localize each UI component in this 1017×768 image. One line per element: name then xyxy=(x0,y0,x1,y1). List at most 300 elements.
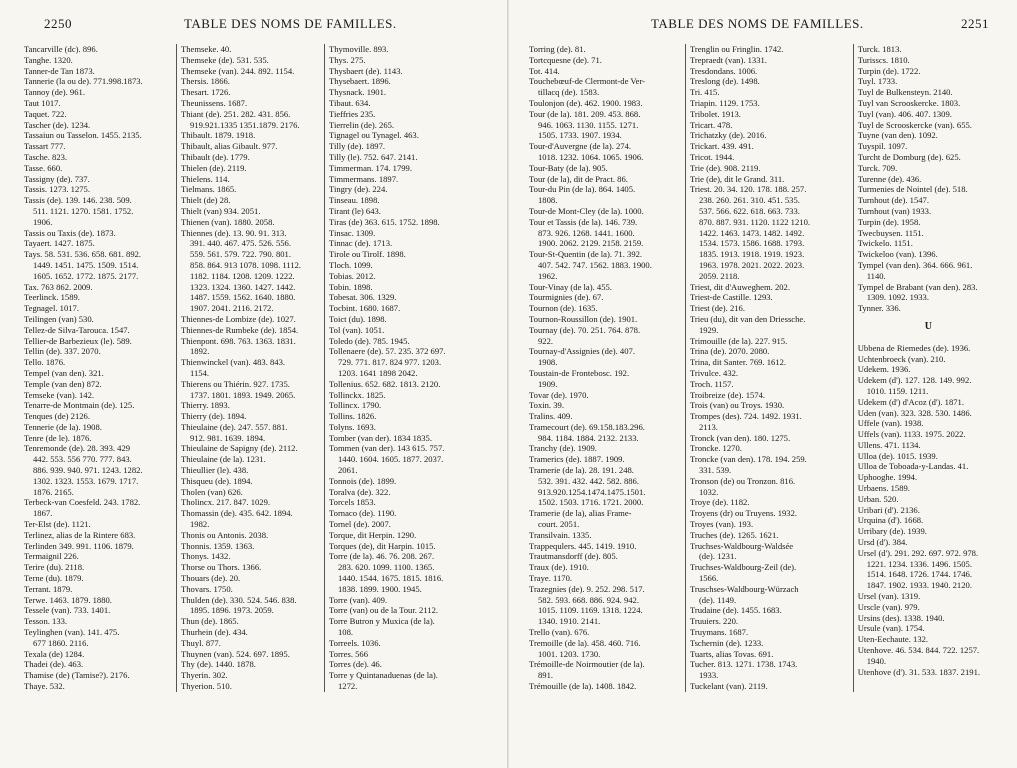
index-entry: Tobesat. 306. 1329. xyxy=(329,292,397,303)
index-entry: Tomber (van der). 1834 1835. xyxy=(329,432,432,443)
index-entry-continuation: 1933. xyxy=(698,670,719,681)
index-entry: Ursule (van). 1754. xyxy=(857,623,925,634)
index-entry: Tenremonde (de). 28. 393. 429 xyxy=(24,443,131,454)
index-entry: Terne (du). 1879. xyxy=(24,573,84,584)
index-entry: Twickeloo (van). 1396. xyxy=(857,249,938,260)
index-entry: Thibault. 1879. 1918. xyxy=(181,130,256,141)
index-entry-continuation: 1182. 1184. 1208. 1209. 1222. xyxy=(190,270,295,281)
index-entry-continuation: 1605. 1652. 1772. 1875. 2177. xyxy=(33,270,139,281)
index-entry: Thersis. 1866. xyxy=(181,76,230,87)
index-entry-continuation: 2113. xyxy=(698,421,718,432)
index-entry: Tassis ou Taxis (de). 1873. xyxy=(24,227,116,238)
index-entry-continuation: 886. 939. 940. 971. 1243. 1282. xyxy=(33,465,143,476)
index-entry: Tornaco (de). 1190. xyxy=(329,508,397,519)
index-entry: Trina (de). 2070. 2080. xyxy=(689,346,770,357)
index-entry: Turpin (de). 1958. xyxy=(857,216,921,227)
index-entry: Tays. 58. 531. 536. 658. 681. 892. xyxy=(24,249,142,260)
index-entry-continuation: 283. 620. 1099. 1100. 1365. xyxy=(338,562,435,573)
index-entry: Trepraedt (van). 1331. xyxy=(689,54,767,65)
right-column-2 xyxy=(685,44,853,692)
index-entry: Torreels. 1036. xyxy=(329,637,381,648)
index-entry: Tascher (de). 1234. xyxy=(24,119,91,130)
index-entry: Tuyspil. 1097. xyxy=(857,141,908,152)
index-entry: Tilly (de). 1897. xyxy=(329,141,386,152)
index-entry: Tanner-de Tan 1873. xyxy=(24,65,95,76)
index-entry: Thulden (de). 330. 524. 546. 838. xyxy=(181,594,297,605)
index-entry: Tornel (de). 2007. xyxy=(329,519,391,530)
index-entry-continuation: 1514. 1648. 1726. 1744. 1746. xyxy=(866,569,972,580)
index-entry: Tronson (de) ou Tronzon. 816. xyxy=(689,475,796,486)
right-page-title: TABLE DES NOMS DE FAMILLES. xyxy=(651,16,864,31)
index-entry-continuation: 1962. xyxy=(538,270,558,281)
index-entry: Themseke (de). 531. 535. xyxy=(181,54,269,65)
index-entry: Thielt (van) 934. 2051. xyxy=(181,205,261,216)
index-entry: Tuyl. 1733. xyxy=(857,76,898,87)
index-entry-continuation: 582. 593. 668. 886. 924. 942. xyxy=(538,594,639,605)
index-entry: Tuyl de Bulkensteyn. 2140. xyxy=(857,87,953,98)
index-entry: Tancarville (dc). 896. xyxy=(24,44,98,54)
index-entry-continuation: 1309. 1092. 1933. xyxy=(866,292,929,303)
index-entry: Thierry. 1893. xyxy=(181,400,230,411)
left-column-1 xyxy=(24,44,176,692)
index-entry-continuation: (de). 1231. xyxy=(698,551,737,562)
index-entry: Tramerics (de). 1887. 1909. xyxy=(529,454,625,465)
index-entry: Trimouille (de la). 227. 915. xyxy=(689,335,788,346)
index-entry: Troyes (van). 193. xyxy=(689,519,754,530)
index-entry: Terlinez, alias de la Rintere 683. xyxy=(24,529,136,540)
index-entry: Thieullier (le). 438. xyxy=(181,465,249,476)
index-entry: Tommen (van der). 143 615. 757. xyxy=(329,443,445,454)
index-entry-continuation: 922. xyxy=(538,335,554,346)
index-entry: Tralins. 409. xyxy=(529,411,573,422)
index-entry: Tassis. 1273. 1275. xyxy=(24,184,91,195)
index-entry: Thielen (de). 2119. xyxy=(181,162,247,173)
index-entry: Temseke (van). 142. xyxy=(24,389,95,400)
index-entry: Tramerie (de la). 28. 191. 248. xyxy=(529,465,634,476)
index-entry: Thuynen (van). 524. 697. 1895. xyxy=(181,648,290,659)
index-entry: Ursel (d'). 291. 292. 697. 972. 978. xyxy=(857,547,979,558)
index-entry: Twickelo. 1151. xyxy=(857,238,913,249)
index-entry: Thonis ou Antonis. 2038. xyxy=(181,529,269,540)
index-entry: Torres. 566 xyxy=(329,648,369,659)
index-entry: Tuyne (van den). 1092. xyxy=(857,130,938,141)
index-entry: Torring (de). 81. xyxy=(529,44,586,54)
index-entry: Themseke (van). 244. 892. 1154. xyxy=(181,65,295,76)
index-entry-continuation: 1906. xyxy=(33,216,53,227)
index-entry: Tinseau. 1898. xyxy=(329,195,380,206)
index-entry: Tollins. 1826. xyxy=(329,411,377,422)
index-entry: Trello (van). 676. xyxy=(529,627,590,638)
index-entry: Tiras (de) 363. 615. 1752. 1898. xyxy=(329,216,440,227)
index-entry: Trois (van) ou Troys. 1930. xyxy=(689,400,785,411)
index-entry: Utenhove. 46. 534. 844. 722. 1257. xyxy=(857,645,980,656)
index-entry: Tympel (van den). 364. 666. 961. xyxy=(857,259,973,270)
index-entry: Tremoille (de la). 458. 460. 716. xyxy=(529,637,641,648)
index-entry: Trompes (des). 724. 1492. 1931. xyxy=(689,411,802,422)
left-column-3 xyxy=(324,44,474,692)
index-entry: Ter-Elst (de). 1121. xyxy=(24,519,91,530)
index-entry: Treslong (de). 1498. xyxy=(689,76,760,87)
index-entry: Tessele (van). 733. 1401. xyxy=(24,605,111,616)
index-entry: Ulloa (de). 1015. 1939. xyxy=(857,450,938,461)
index-entry-continuation: 1154. xyxy=(190,367,210,378)
index-entry: Thibault, alias Gibault. 977. xyxy=(181,141,278,152)
index-entry: Tassis (de). 139. 146. 238. 509. xyxy=(24,195,132,206)
index-entry-continuation: 1203. 1641 1898 2042. xyxy=(338,367,418,378)
index-entry-continuation: tillacq (de). 1583. xyxy=(538,87,600,98)
right-page-number: 2251 xyxy=(961,16,989,31)
index-entry: Terlinden 349. 991. 1106. 1879. xyxy=(24,540,134,551)
index-entry: Ubbena de Riemedes (de). 1936. xyxy=(857,342,971,353)
index-entry-continuation: 1907. 2041. 2116. 2172. xyxy=(190,303,274,314)
index-entry-continuation: 1940. xyxy=(866,655,887,666)
index-entry: Trazegnies (de). 9. 252. 298. 517. xyxy=(529,583,645,594)
index-entry: Torres (de). 46. xyxy=(329,659,382,670)
index-entry: Tayaert. 1427. 1875. xyxy=(24,238,95,249)
index-entry: Tricot. 1944. xyxy=(689,151,735,162)
index-entry: Urban. 520. xyxy=(857,493,899,504)
index-entry: Tirole ou Tirolf. 1898. xyxy=(329,249,406,260)
index-entry: Toralva (de). 322. xyxy=(329,486,391,497)
index-entry: Trie (de). 908. 2119. xyxy=(689,162,761,173)
index-entry: Thonys. 1432. xyxy=(181,551,231,562)
index-entry-continuation: 912. 981. 1639. 1894. xyxy=(190,432,266,443)
index-entry: Tenre (de le). 1876. xyxy=(24,432,92,443)
index-entry-continuation: 1895. 1896. 1973. 2059. xyxy=(190,605,274,616)
index-entry: Tot. 414. xyxy=(529,65,560,76)
index-entry: Tellin (de). 337. 2070. xyxy=(24,346,101,357)
index-entry: Trina, dit Santer. 769. 1612. xyxy=(689,357,787,368)
index-entry: Truschses-Waldbourg-Würzach xyxy=(689,583,799,594)
index-entry: Uffele (van). 1938. xyxy=(857,418,924,429)
right-column-1 xyxy=(529,44,685,692)
index-entry: Tuyl van Scrooskercke. 1803. xyxy=(857,97,961,108)
left-page-number: 2250 xyxy=(44,16,72,31)
right-column-3 xyxy=(853,44,999,692)
index-entry: Uffels (van). 1133. 1975. 2022. xyxy=(857,429,966,440)
index-entry-continuation: 442. 553. 556 770. 777. 843. xyxy=(33,454,132,465)
index-entry: Tucher. 813. 1271. 1738. 1743. xyxy=(689,659,798,670)
index-entry: Taut 1017. xyxy=(24,97,61,108)
index-entry: Thienwinckel (van). 483. 843. xyxy=(181,357,286,368)
index-entry: Uchtenbroeck (van). 210. xyxy=(857,353,946,364)
index-entry: Troncke. 1270. xyxy=(689,443,742,454)
index-entry: Tassart 777. xyxy=(24,141,66,152)
index-entry-continuation: 1449. 1451. 1475. 1509. 1514. xyxy=(33,259,139,270)
index-entry-continuation: 1909. xyxy=(538,378,558,389)
index-entry: Trémouille (de la). 1408. 1842. xyxy=(529,681,637,692)
index-entry: Thovars. 1750. xyxy=(181,583,233,594)
index-entry: Thienpont. 698. 763. 1363. 1831. xyxy=(181,335,296,346)
index-entry: Tierrelin (de). 265. xyxy=(329,119,395,130)
index-entry: Terbeck-van Coesfeld. 243. 1782. xyxy=(24,497,141,508)
index-entry-continuation: 1838. 1899. 1900. 1945. xyxy=(338,583,422,594)
index-entry-continuation: 873. 926. 1268. 1441. 1600. xyxy=(538,227,635,238)
index-entry: Urbaens. 1589. xyxy=(857,483,910,494)
index-entry: Tortcquesne (de). 71. xyxy=(529,54,602,65)
index-entry: Trappequlers. 445. 1419. 1910. xyxy=(529,540,637,551)
index-entry: Turpin (de). 1722. xyxy=(857,65,921,76)
index-entry: Timmerman. 174. 1799. xyxy=(329,162,412,173)
index-entry: Troch. 1157. xyxy=(689,378,734,389)
section-letter: U xyxy=(924,320,932,332)
index-entry: Terrant. 1879. xyxy=(24,583,73,594)
index-entry: Thun (de). 1865. xyxy=(181,616,239,627)
index-entry: Terwe. 1463. 1879. 1880. xyxy=(24,594,112,605)
index-entry: Toxin. 39. xyxy=(529,400,564,411)
index-entry-continuation: 532. 391. 432. 442. 582. 886. xyxy=(538,475,639,486)
index-entry: Thisqueu (de). 1894. xyxy=(181,475,253,486)
index-entry-continuation: 511. 1121. 1270. 1581. 1752. xyxy=(33,205,134,216)
index-entry: Thuyl. 877. xyxy=(181,637,221,648)
index-entry: Utenhove (d'). 31. 533. 1837. 2191. xyxy=(857,666,981,677)
index-entry-continuation: 537. 566. 622. 618. 663. 733. xyxy=(698,205,800,216)
index-entry: Tenarre-de Montmain (de). 125. xyxy=(24,400,135,411)
index-entry: Temple (van den) 872. xyxy=(24,378,102,389)
index-entry: Thymoville. 893. xyxy=(329,44,389,54)
index-entry: Thienen (van). 1880. 2058. xyxy=(181,216,275,227)
index-entry: Torre Butron y Muxica (de la). xyxy=(329,616,435,627)
index-entry: Tour-Vinay (de la). 455. xyxy=(529,281,612,292)
index-entry: Tronck (van den). 180. 1275. xyxy=(689,432,791,443)
left-page-title: TABLE DES NOMS DE FAMILLES. xyxy=(184,16,397,31)
index-entry: Ullens. 471. 1134. xyxy=(857,439,921,450)
index-entry: Tri. 415. xyxy=(689,87,720,98)
index-entry: Themseke. 40. xyxy=(181,44,232,54)
index-entry: Tibaut. 634. xyxy=(329,97,371,108)
index-entry: Truuiers. 220. xyxy=(689,616,739,627)
index-entry: Thieulaine de Sapigny (de). 2112. xyxy=(181,443,298,454)
index-entry: Thadei (de). 463. xyxy=(24,659,84,670)
index-entry-continuation: 1835. 1913. 1918. 1919. 1923. xyxy=(698,249,805,260)
index-entry: Tuyl de Scrooskercke (van). 655. xyxy=(857,119,972,130)
index-entry-continuation: 559. 561. 579. 722. 790. 801. xyxy=(190,249,291,260)
index-entry-continuation: 1340. 1910. 2141. xyxy=(538,616,601,627)
index-entry: Tschernin (de). 1233. xyxy=(689,637,764,648)
index-entry-continuation: 1015. 1109. 1169. 1318. 1224. xyxy=(538,605,643,616)
index-entry: Tax. 763 862. 2009. xyxy=(24,281,93,292)
index-entry: Ulloa de Toboada-y-Landas. 41. xyxy=(857,461,969,472)
index-entry: Torques (de), dit Harpin. 1015. xyxy=(329,540,436,551)
index-entry-continuation: 1963. 1978. 2021. 2022. 2023. xyxy=(698,259,805,270)
index-entry: Thysebaert. 1896. xyxy=(329,76,391,87)
index-entry-continuation: 1010. 1159. 1211. xyxy=(866,385,929,396)
index-entry-continuation: 677 1860. 2116. xyxy=(33,637,89,648)
index-entry: Tholincx. 217. 847. 1029. xyxy=(181,497,271,508)
index-entry: Tasse. 660. xyxy=(24,162,63,173)
index-entry: Trenglin ou Fringlin. 1742. xyxy=(689,44,784,54)
index-entry: Torre y Quintanaduenas (de la). xyxy=(329,670,438,681)
index-entry: Triest. 20. 34. 120. 178. 188. 257. xyxy=(689,184,807,195)
index-entry-continuation: 1929. xyxy=(698,324,719,335)
index-entry: Toulonjon (de). 462. 1900. 1983. xyxy=(529,97,643,108)
index-entry-continuation: 1422. 1463. 1473. 1482. 1492. xyxy=(698,227,805,238)
index-entry: Tranchy (de). 1909. xyxy=(529,443,597,454)
index-entry: Twecbuysen. 1151. xyxy=(857,227,924,238)
index-entry: Tournay (de). 70. 251. 764. 878. xyxy=(529,324,641,335)
index-entry: Tannoy (de). 961. xyxy=(24,87,85,98)
index-entry-continuation: 1440. 1544. 1675. 1815. 1816. xyxy=(338,573,444,584)
index-entry: Tovar (de). 1970. xyxy=(529,389,589,400)
index-entry-continuation: 870. 887. 931. 1120. 1122 1210. xyxy=(698,216,811,227)
index-entry: Trudaine (de). 1455. 1683. xyxy=(689,605,782,616)
index-entry: Turmenies de Nointel (de). 518. xyxy=(857,184,968,195)
index-entry: Thierry (de). 1894. xyxy=(181,411,247,422)
index-entry: Turnhout (de). 1547. xyxy=(857,195,929,206)
index-entry: Turisscs. 1810. xyxy=(857,54,910,65)
index-entry: Teilingen (van) 530. xyxy=(24,313,94,324)
index-entry: Trie (de), dit le Grand. 311. xyxy=(689,173,785,184)
index-entry: Tricart. 478. xyxy=(689,119,733,130)
index-entry: Torre (van) ou de la Tour. 2112. xyxy=(329,605,439,616)
index-entry: Triapin. 1129. 1753. xyxy=(689,97,760,108)
index-entry: Tasche. 823. xyxy=(24,151,68,162)
index-entry-continuation: 1323. 1324. 1360. 1427. 1442. xyxy=(190,281,296,292)
index-entry: Thierens ou Thiérin. 927. 1735. xyxy=(181,378,290,389)
index-entry-continuation: 1001. 1203. 1730. xyxy=(538,648,601,659)
index-entry: Thomassin (de). 435. 642. 1894. xyxy=(181,508,293,519)
index-entry-continuation: 108. xyxy=(338,627,354,638)
index-entry: Tolyns. 1693. xyxy=(329,421,376,432)
index-entry: Ursd (d'). 384. xyxy=(857,537,908,548)
index-entry: Truches (de). 1265. 1621. xyxy=(689,529,779,540)
index-entry: Triest (de). 216. xyxy=(689,303,745,314)
index-entry: Tielmans. 1865. xyxy=(181,184,237,195)
index-entry: Tuckelant (van). 2119. xyxy=(689,681,768,692)
index-entry-continuation: 1900. 2062. 2129. 2158. 2159. xyxy=(538,238,644,249)
index-entry: Thouars (de). 20. xyxy=(181,573,241,584)
index-entry: Tempel (van den). 321. xyxy=(24,367,104,378)
index-entry: Tobias. 2012. xyxy=(329,270,376,281)
index-entry-continuation: 1440. 1604. 1605. 1877. 2037. xyxy=(338,454,444,465)
index-entry: Triest, dit d'Auweghem. 202. xyxy=(689,281,790,292)
index-entry: Traye. 1170. xyxy=(529,573,573,584)
index-entry: Turnhout (van) 1933. xyxy=(857,205,932,216)
index-entry: Tourmignies (de). 67. xyxy=(529,292,604,303)
left-page xyxy=(0,0,508,768)
index-entry: Tournay-d'Assignies (de). 407. xyxy=(529,346,635,357)
index-entry: Tassigny (de). 737. xyxy=(24,173,90,184)
index-entry: Urquina (d'). 1668. xyxy=(857,515,924,526)
index-entry: Toict (du). 1898. xyxy=(329,313,387,324)
index-entry: Thiennes-de Lombize (de). 1027. xyxy=(181,313,296,324)
index-entry: Thys. 275. xyxy=(329,54,366,65)
index-entry: Udekem. 1936. xyxy=(857,364,911,375)
index-entry: Tonnois (de). 1899. xyxy=(329,475,397,486)
index-entry: Urscle (van). 979. xyxy=(857,601,920,612)
index-entry: Turck. 1813. xyxy=(857,44,902,54)
index-entry: Tollincx. 1790. xyxy=(329,400,382,411)
index-entry-continuation: 1892. xyxy=(190,346,210,357)
index-entry: Tour et Tassis (de la). 146. 739. xyxy=(529,216,638,227)
index-entry: Torque, dit Herpin. 1290. xyxy=(329,529,417,540)
index-entry-continuation: 913.920.1254.1474.1475.1501. xyxy=(538,486,646,497)
index-entry: Tellier-de Barbezieux (le). 589. xyxy=(24,335,132,346)
index-entry: Truchses-Waldbourg-Zeil (de). xyxy=(689,562,797,573)
index-entry: Tegnagel. 1017. xyxy=(24,303,80,314)
index-entry: Tanghe. 1320. xyxy=(24,54,73,65)
index-entry: Turck. 709. xyxy=(857,162,898,173)
index-entry: Texala (de) 1284. xyxy=(24,648,85,659)
index-entry: Tour-de Mont-Cley (de la). 1000. xyxy=(529,205,644,216)
index-entry: Tribolet. 1913. xyxy=(689,108,741,119)
index-entry: Tour (de la). 181. 209. 453. 868. xyxy=(529,108,641,119)
index-entry: Truchses-Waldbourg-Waldsée xyxy=(689,540,794,551)
index-entry-continuation: 331. 539. xyxy=(698,465,732,476)
index-entry: Truymans. 1687. xyxy=(689,627,749,638)
index-entry-continuation: 407. 542. 747. 1562. 1883. 1900. xyxy=(538,259,652,270)
index-entry: Trickart. 439. 491. xyxy=(689,141,754,152)
index-entry: Tynner. 336. xyxy=(857,303,901,314)
index-entry-continuation: 984. 1184. 1884. 2132. 2133. xyxy=(538,432,639,443)
index-entry: Thamise (de) (Tamise?). 2176. xyxy=(24,670,130,681)
index-entry: Udekem (d') d'Acoz (d'). 1871. xyxy=(857,396,964,407)
index-entry-continuation: 1982. xyxy=(190,519,210,530)
index-entry-continuation: 729. 771. 817. 824 977. 1203. xyxy=(338,357,442,368)
index-entry-continuation: 1487. 1559. 1562. 1640. 1880. xyxy=(190,292,296,303)
index-entry: Taquet. 722. xyxy=(24,108,67,119)
index-entry: Troyens (dr) ou Truyens. 1932. xyxy=(689,508,798,519)
index-entry: Thiennes-de Rumbeke (de). 1854. xyxy=(181,324,299,335)
index-entry: Tour-Baty (de la). 905. xyxy=(529,162,608,173)
index-entry-continuation: 1140. xyxy=(866,270,886,281)
index-entry: Thesart. 1726. xyxy=(181,87,231,98)
index-entry: Tello. 1876. xyxy=(24,357,66,368)
index-entry: Thonnis. 1359. 1363. xyxy=(181,540,255,551)
index-entry-continuation: 891. xyxy=(538,670,554,681)
index-entry-continuation: 2061. xyxy=(338,465,358,476)
index-entry-continuation: 919.921.1335 1351.1879. 2176. xyxy=(190,119,300,130)
right-page xyxy=(509,0,1017,768)
index-entry-continuation: 1505. 1733. 1907. 1934. xyxy=(538,130,622,141)
index-entry: Teylinghen (van). 141. 475. xyxy=(24,627,120,638)
index-entry: Tannerie (la ou de). 771.998.1873. xyxy=(24,76,143,87)
index-entry: Tenques (de) 2126. xyxy=(24,411,90,422)
index-entry: Thyerin. 302. xyxy=(181,670,228,681)
index-entry: Traux (de). 1910. xyxy=(529,562,589,573)
index-entry-continuation: 2059. 2118. xyxy=(698,270,740,281)
index-entry-continuation: 1221. 1234. 1336. 1496. 1505. xyxy=(866,558,972,569)
index-entry: Uphooghe. 1994. xyxy=(857,472,918,483)
index-entry: Tollinckx. 1825. xyxy=(329,389,386,400)
index-entry: Thieulaine (de). 247. 557. 881. xyxy=(181,421,288,432)
index-entry-continuation: 1876. 2165. xyxy=(33,486,74,497)
index-entry-continuation: 1737. 1801. 1893. 1949. 2065. xyxy=(190,389,296,400)
index-entry: Troncke (van den). 178. 194. 259. xyxy=(689,454,807,465)
index-entry: Thieulaine (de la). 1231. xyxy=(181,454,266,465)
index-entry: Tloch. 1099. xyxy=(329,259,373,270)
index-entry: Tesson. 133. xyxy=(24,616,68,627)
index-entry: Tocbint. 1680. 1687. xyxy=(329,303,401,314)
index-entry: Tol (van). 1051. xyxy=(329,324,385,335)
index-entry: Thielens. 114. xyxy=(181,173,230,184)
index-entry-continuation: 946. 1063. 1130. 1155. 1271. xyxy=(538,119,639,130)
index-entry: Tinnac (de). 1713. xyxy=(329,238,393,249)
index-entry: Thyerion. 510. xyxy=(181,681,232,692)
index-entry-continuation: 1867. xyxy=(33,508,53,519)
index-entry: Trieu (du), dit van den Driessche. xyxy=(689,313,806,324)
index-entry: Tympel de Brabant (van den). 283. xyxy=(857,281,978,292)
index-entry: Timmermans. 1897. xyxy=(329,173,399,184)
index-entry-continuation: 1032. xyxy=(698,486,719,497)
index-entry: Tuarts, alias Tovas. 691. xyxy=(689,648,774,659)
index-entry: Thurhein (de). 434. xyxy=(181,627,248,638)
index-entry-continuation: 1018. 1232. 1064. 1065. 1906. xyxy=(538,151,644,162)
index-entry-continuation: 1908. xyxy=(538,357,558,368)
index-entry: Tholen (van) 626. xyxy=(181,486,243,497)
index-entry: Tinsac. 1309. xyxy=(329,227,376,238)
index-entry: Tramecourt (de). 69.158.183.296. xyxy=(529,421,645,432)
